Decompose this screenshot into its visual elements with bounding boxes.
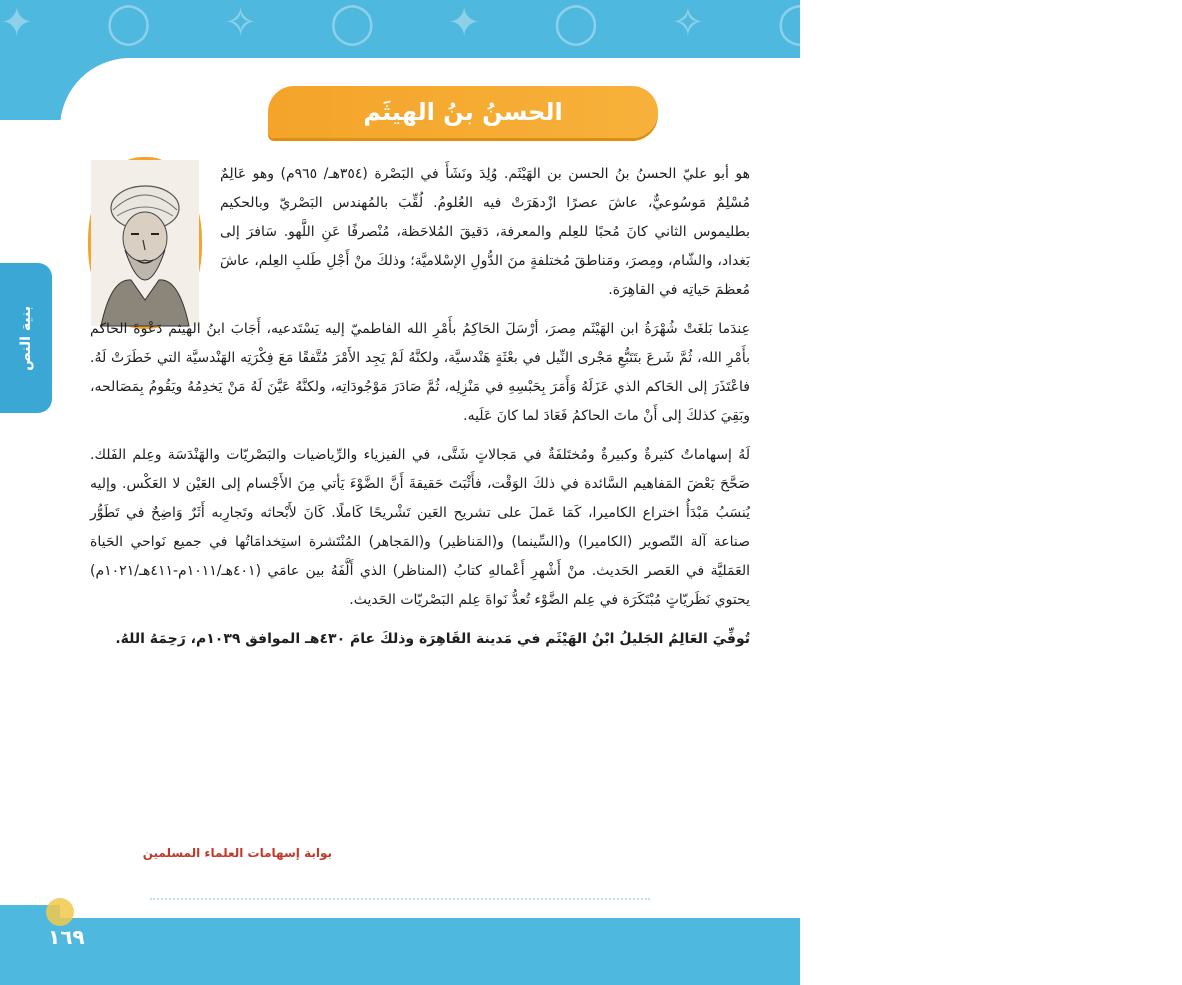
letters-pattern-decoration: ✦ ◯ ✧ ◯ ✦ ◯ ✧ ◯ ✦ ◯ ✧ bbox=[0, 0, 1182, 46]
paragraph-biography: هو أبو عليّ الحسنُ بنُ الحسن بن الهَيْثَم. وُلِدَ ونَشَأَ في البَصْرة (٣٥٤هـ/ ٩٦٥م) وهو عَالِمٌ مُسْلِمٌ مَوسُوعيٌّ، عاشَ عصرًا ازْدهَرَتْ فيه العُلومُ. لُقِّبَ بالمُهندس البَصْريّ وبالحكيم بطليموس الثاني كانَ مُحبًا للعِلم والمعرفة، دَقيقَ المُلاحَظة، مُنْصرفًا عَنِ اللَّهو. سَافرَ إلى بَغداد، والشّام، ومِصرَ، ومَناطقَ مُختلفةٍ منَ الدُّولِ الإسْلاميَّة؛ وذلكَ منْ أَجْلِ طَلبِ العِلم، عاشَ مُعظمَ حَياتِه في القاهِرَة. bbox=[220, 166, 751, 298]
page-number: ١٦٩ bbox=[48, 925, 85, 949]
side-tab-label: بنية النص bbox=[18, 305, 34, 371]
publisher-logo-icon bbox=[46, 898, 74, 926]
page-title: الحسنُ بنُ الهيثَم bbox=[363, 98, 563, 126]
paragraph-egypt-story: عِندَما بَلغَتْ شُهْرَةُ ابن الهَيْثَم مِصرَ، أرْسَلَ الحَاكِمُ بأَمْرِ الله الفاطميّ إليه يَسْتَدعيه، أَجَابَ ابنُ الهيثم دَعْوةَ الحاكم بأَمْرِ الله، ثُمَّ شَرعَ بتَتَبُّعِ مَجْرى النِّيل في بعْثَةٍ هَنْدسيَّة، ولكنَّهُ لَمْ يَجِد الأَمْرَ مُتَّفقًا مَعَ فِكْرَتِه الهَنْدسيَّة التي خَطَرَتْ لَهُ. فاعْتَذَرَ إلى الحَاكم الذي عَزَلَهُ وَأَمَرَ بِحَبْسِهِ في مَنْزِلِه، ثُمَّ صَادَرَ مَوْجُودَاتِه، ولكنَّهُ عَيَّنَ لَهُ مَنْ يَخدِمُهُ ويَقُومُ بِمَصَالحه، وبَقِيَ كذلكَ إلى أَنْ ماتَ الحاكمُ فَعَادَ لما كانَ عَلَيه. bbox=[90, 321, 750, 424]
source-citation: بوابة إسهامات العلماء المسلمين bbox=[142, 846, 332, 860]
title-banner bbox=[268, 86, 658, 138]
footer-divider bbox=[150, 898, 650, 900]
paragraph-contributions: لَهُ إسهاماتٌ كثيرةٌ وكبيرةٌ ومُختَلفَةٌ في مَجالاتٍ شَتَّى، في الفيزياء والرِّياضيات والبَصْريّات والهَنْدَسَة وعِلم الفَلك. صَحَّحَ بَعْضَ المَفاهيم السَّائدة في ذلكَ الوَقْت، فأَثْبَتَ حَقيقةَ أَنَّ الضَّوْءَ يَأتي مِنَ الأَجْسام إلى العَيْن لا العَكْس. وإليه يُنسَبُ مَبْدَأُ اختراع الكاميرا، كَمَا عَملَ على تشريح العَين تَشْريحًا كَاملًا. كَانَ لأَبْحاثه وتَجارِبه أَثَرٌ وَاضِحٌ في تَطَوُّر صناعة آلة التّصوير (الكاميرا) و(السِّينما) و(المَناظير) و(المَجاهر) المُنْتَشرة استِخدامَاتُها في جميع نَواحي الحَياة العَمَليَّة في العَصر الحَديث. منْ أَشْهرِ أَعْمالهِ كتابُ (المناظر) الذي أَلَّفَهُ بين عامَي (٤٠١هـ/١٠١١م-٤١١هـ/١٠٢١م) يحتوي نَظَريّاتٍ مُبْتَكَرَة في عِلم الضَّوْء تُعدُّ نَواةَ عِلم البَصْريّات الحَديث. bbox=[90, 447, 750, 608]
article-body bbox=[90, 160, 750, 664]
side-tab-text-structure[interactable] bbox=[0, 263, 52, 413]
paragraph-death: تُوفِّيَ العَالِمُ الجَليلُ ابْنُ الهَيْثَم في مَدينة القَاهِرَة وذلكَ عامَ ٤٣٠هـ الموافق ١٠٣٩م، رَحِمَهُ اللهُ. bbox=[115, 631, 750, 647]
